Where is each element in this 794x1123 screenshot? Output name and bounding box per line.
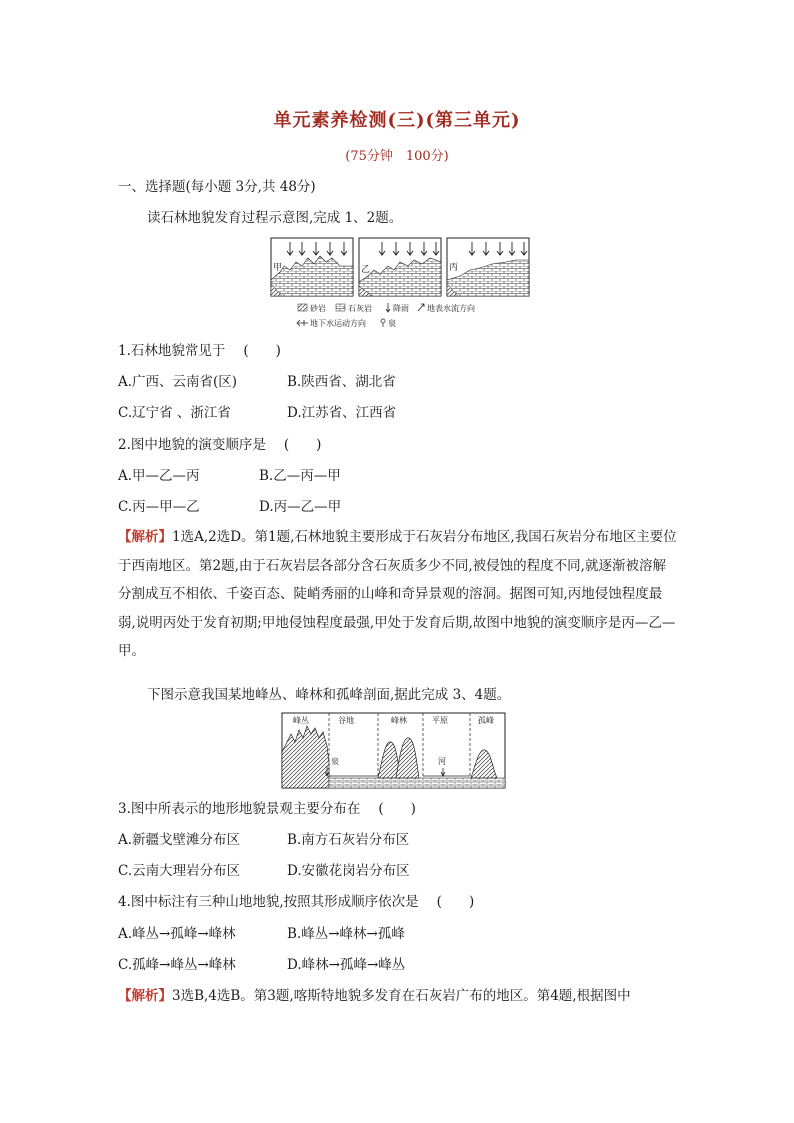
section-heading: 一、选择题(每小题 3分,共 48分) <box>118 179 316 195</box>
legend-rain: 降雨 <box>393 304 409 313</box>
label-gufeng: 孤峰 <box>478 716 494 725</box>
q4-option-b: B.峰丛→峰林→孤峰 <box>287 926 405 942</box>
q1-option-d: D.江苏省、江西省 <box>287 405 397 421</box>
label-gudi: 谷地 <box>338 716 354 725</box>
analysis-2-text: 3选B,4选B。第3题,喀斯特地貌多发育在石灰岩广布的地区。第4题,根据图中 <box>172 988 631 1004</box>
analysis-1 <box>118 523 678 666</box>
q4-option-a: A.峰丛→孤峰→峰林 <box>118 926 236 942</box>
question-3 <box>118 799 416 819</box>
figure2-intro: 下图示意我国某地峰丛、峰林和孤峰剖面,据此完成 3、4题。 <box>147 687 511 703</box>
legend-sandstone: 砂岩 <box>310 304 326 313</box>
analysis-2 <box>118 982 678 1011</box>
label-fengcong: 峰丛 <box>293 716 309 725</box>
question-3-stem: 3.图中所表示的地形地貌景观主要分布在 <box>118 801 361 817</box>
q4-option-c: C.孤峰→峰丛→峰林 <box>118 957 236 973</box>
q3-option-c: C.云南大理岩分布区 <box>118 863 241 879</box>
analysis-tag: 【解析】 <box>118 529 172 545</box>
question-4 <box>118 892 474 912</box>
answer-paren: ( ) <box>283 437 322 453</box>
label-spring: 泉 <box>331 757 339 766</box>
legend-limestone: 石灰岩 <box>348 304 372 313</box>
page-subtitle: (75分钟 100分) <box>345 149 449 164</box>
q1-option-c: C.辽宁省 、浙江省 <box>118 405 231 421</box>
label-river: 河 <box>438 757 446 766</box>
question-4-stem: 4.图中标注有三种山地地貌,按照其形成顺序依次是 <box>118 894 419 910</box>
panel-yi-label: 乙 <box>361 265 371 275</box>
panel-bing-label: 丙 <box>449 263 459 273</box>
q3-option-b: B.南方石灰岩分布区 <box>287 832 410 848</box>
panel-bing <box>447 238 529 296</box>
answer-paren: ( ) <box>243 343 281 359</box>
panel-jia-label: 甲 <box>273 263 283 273</box>
label-pingyuan: 平原 <box>432 716 448 725</box>
figure1-stone-forest-diagram <box>270 236 532 332</box>
legend-spring: 泉 <box>388 319 396 328</box>
question-1 <box>118 341 281 361</box>
q3-option-d: D.安徽花岗岩分布区 <box>287 863 410 879</box>
legend-surface-flow: 地表水流方向 <box>427 304 475 313</box>
q3-option-a: A.新疆戈壁滩分布区 <box>118 832 241 848</box>
panel-jia <box>271 238 353 296</box>
page-title: 单元素养检测(三)(第三单元) <box>273 110 521 131</box>
question-2-stem: 2.图中地貌的演变顺序是 <box>118 437 266 453</box>
label-fenglin: 峰林 <box>391 716 407 725</box>
question-2 <box>118 435 321 455</box>
answer-paren: ( ) <box>378 801 416 817</box>
question-1-stem: 1.石林地貌常见于 <box>118 343 226 359</box>
figure1-legend <box>297 303 475 328</box>
panel-yi <box>359 238 441 296</box>
q1-option-a: A.广西、云南省(区) <box>118 374 238 390</box>
q1-option-b: B.陕西省、湖北省 <box>287 374 396 390</box>
q2-option-d: D.丙—乙—甲 <box>259 499 342 515</box>
figure1-intro: 读石林地貌发育过程示意图,完成 1、2题。 <box>147 210 403 226</box>
q2-option-b: B.乙—丙—甲 <box>259 468 341 484</box>
q4-option-d: D.峰林→孤峰→峰丛 <box>287 957 406 973</box>
answer-paren: ( ) <box>436 894 475 910</box>
legend-groundwater: 地下水运动方向 <box>310 319 366 328</box>
q2-option-a: A.甲—乙—丙 <box>118 468 200 484</box>
analysis-1-text: 1选A,2选D。第1题,石林地貌主要形成于石灰岩分布地区,我国石灰岩分布地区主要位于西南地区。第2题,由于石灰岩层各部分含石灰质多少不同,被侵蚀的程度不同,就逐渐被溶解分割成互不相依、千姿百态、陡峭秀丽的山峰和奇异景观的溶洞。据图可知,丙地侵蚀程度最弱,说明丙处于发育初期;甲地侵蚀程度最强,甲处于发育后期,故图中地貌的演变顺序是丙—乙—甲。 <box>118 529 677 659</box>
analysis-tag: 【解析】 <box>118 988 172 1004</box>
q2-option-c: C.丙—甲—乙 <box>118 499 200 515</box>
figure2-karst-profile <box>281 712 506 790</box>
